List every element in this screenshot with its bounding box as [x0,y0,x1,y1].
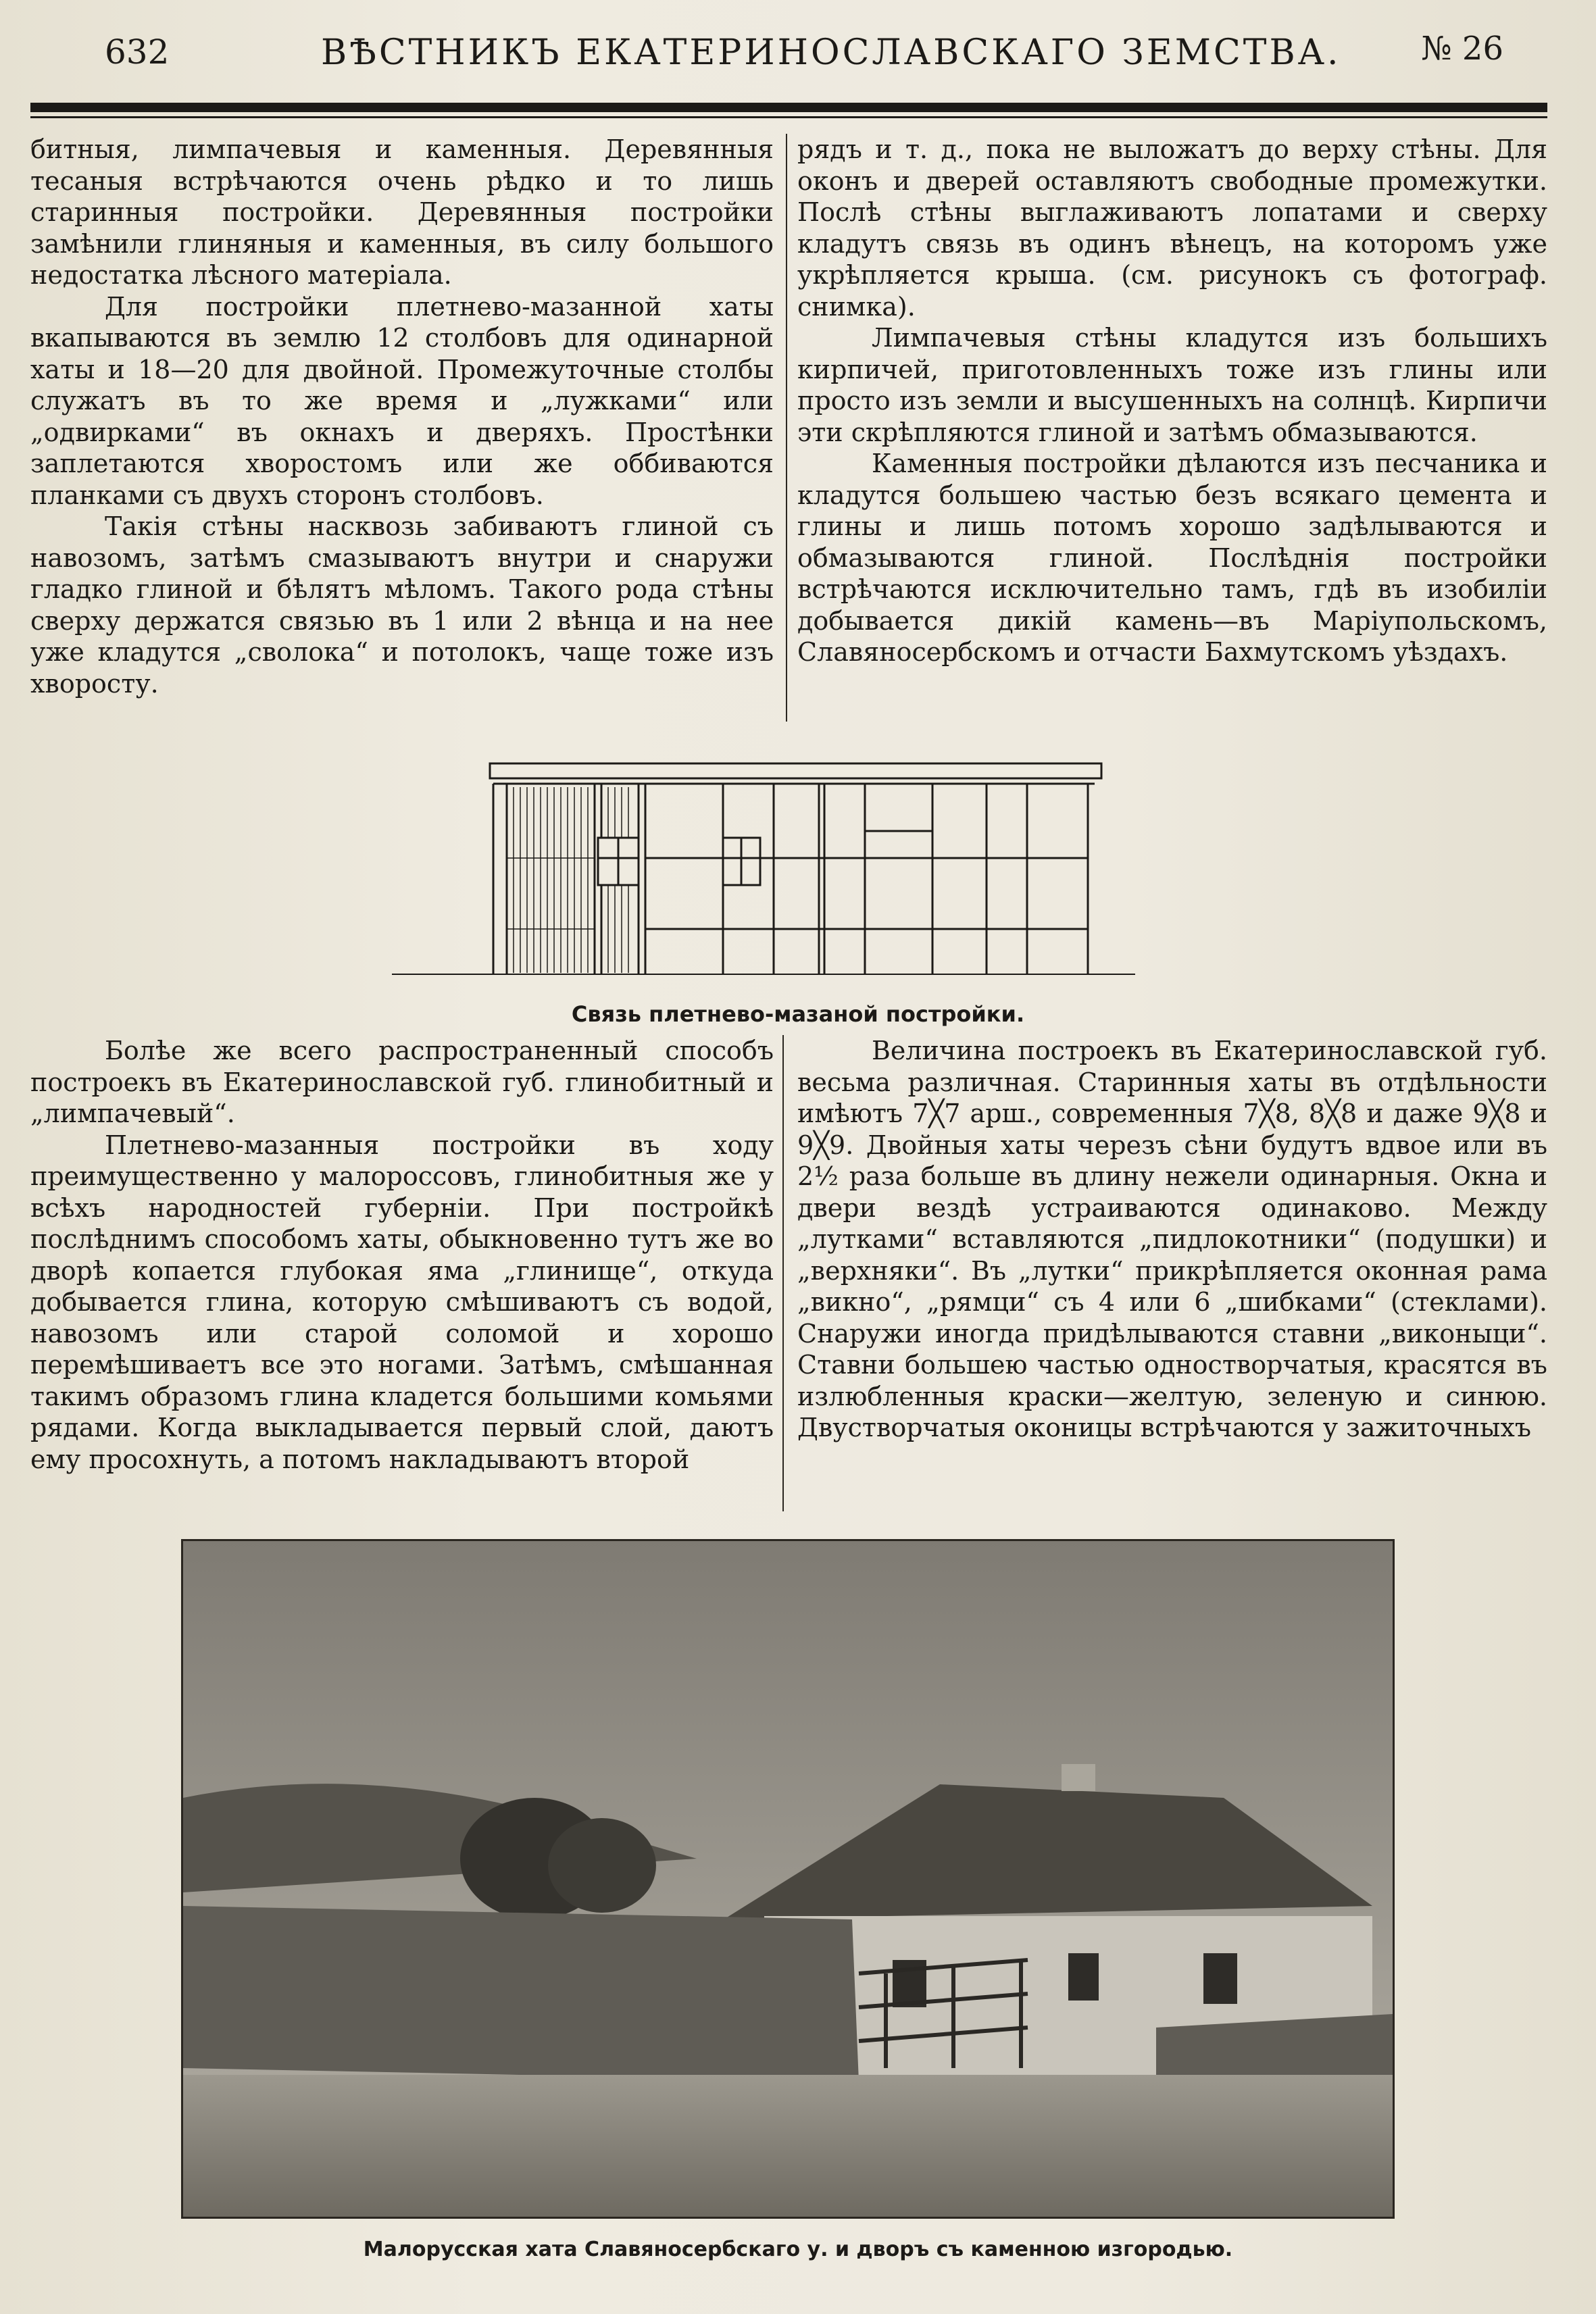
wall-frame-drawing [392,757,1135,993]
issue-number: № 26 [1421,30,1503,68]
paragraph: Болѣе же всего распространенный способъ построекъ въ Екатеринославской губ. глинобитный и „лимпачевый“. [30,1036,774,1128]
paragraph: Величина построекъ въ Екатеринославской губ. весьма различная. Старинныя хаты въ отдѣльности имѣютъ 7╳7 арш., современныя 7╳8, 8╳8 и даже 9╳8 и 9╳9. Двойныя хаты черезъ сѣни будутъ вдвое или въ 2½ раза больше въ длину нежели одинарныя. Окна и двери вездѣ устраиваются одинаково. Между „лутками“ вставляются „пидлокотники“ (подушки) и „верхняки“. Въ „лутки“ прикрѣпляется оконная рама „викно“, „рямци“ съ 4 или 6 „шибками“ (стеклами). Снаружи иногда придѣлываются ставни „виконыци“. Ставни большею частью одностворчатыя, красятся въ излюбленныя краски—желтую, зеленую и синюю. Двустворчатыя оконицы встрѣчаются у зажиточныхъ [797,1036,1547,1442]
column-divider [786,134,787,722]
paragraph: Такія стѣны насквозь забиваютъ глиной съ навозомъ, затѣмъ смазываютъ внутри и снаружи гладко глиной и бѣлятъ мѣломъ. Такого рода стѣны сверху держатся связью въ 1 или 2 вѣнца и на нее уже кладутся „сволока“ и потолокъ, чаще тоже изъ хворосту. [30,511,774,699]
page-number: 632 [105,32,170,72]
page-header [30,24,1551,99]
figure-2-caption: Малорусская хата Славяносербскаго у. и дворъ съ каменною изгородью. [363,2238,1233,2261]
paragraph: рядъ и т. д., пока не выложатъ до верху стѣны. Для оконъ и дверей оставляютъ свободные промежутки. Послѣ стѣны выглаживаютъ лопатами и сверху кладутъ связь въ одинъ вѣнецъ, на которомъ уже укрѣпляется крыша. (см. рисунокъ съ фотограф. снимка). [797,134,1547,322]
text-column-2 [797,134,1547,668]
paragraph: Каменныя постройки дѣлаются изъ песчаника и кладутся большею частью безъ всякаго цемента и глины и лишь потомъ хорошо задѣлываются и обмазываются глиной. Послѣднія постройки встрѣчаются исключительно тамъ, гдѣ въ изобиліи добывается дикій камень—въ Маріупольскомъ, Славяносербскомъ и отчасти Бахмутскомъ уѣздахъ. [797,449,1547,667]
header-rule-thin [30,116,1547,118]
paragraph: Лимпачевыя стѣны кладутся изъ большихъ кирпичей, приготовленныхъ тоже изъ глины или просто изъ земли и высушенныхъ на солнцѣ. Кирпичи эти скрѣпляются глиной и затѣмъ обмазываются. [797,323,1547,447]
paragraph: битныя, лимпачевыя и каменныя. Деревянныя тесаныя встрѣчаются очень рѣдко и то лишь старинныя постройки. Деревянныя постройки замѣнили глиняныя и каменныя, въ силу большого недостатка лѣсного матеріала. [30,134,774,290]
text-column-3 [30,1035,774,1475]
text-column-1 [30,134,774,699]
column-divider [782,1035,784,1511]
paragraph: Для постройки плетнево-мазанной хаты вкапываются въ землю 12 столбовъ для одинарной хаты и 18—20 для двойной. Промежуточные столбы служатъ въ то же время и „лужками“ или „одвирками“ въ окнахъ и дверяхъ. Простѣнки заплетаются хворостомъ или же оббиваются планками съ двухъ сторонъ столбовъ. [30,291,774,510]
text-column-4 [797,1035,1547,1444]
hut-photograph [181,1539,1395,2219]
journal-title: ВѢСТНИКЪ ЕКАТЕРИНОСЛАВСКАГО ЗЕМСТВА. [321,32,1341,73]
header-rule-thick [30,103,1547,112]
paragraph: Плетнево-мазанныя постройки въ ходу преимущественно у малороссовъ, глинобитныя же у всѣхъ народностей губерніи. При постройкѣ послѣднимъ способомъ хаты, обыкновенно тутъ же во дворѣ копается глубокая яма „глинище“, откуда добывается глина, которую смѣшиваютъ съ водой, навозомъ или старой соломой и хорошо перемѣшиваетъ все это ногами. Затѣмъ, смѣшанная такимъ образомъ глина кладется большими комьями рядами. Когда выкладывается первый слой, даютъ ему просохнуть, а потомъ накладываютъ второй [30,1130,774,1474]
figure-1-caption: Связь плетнево-мазаной постройки. [571,1001,1025,1027]
